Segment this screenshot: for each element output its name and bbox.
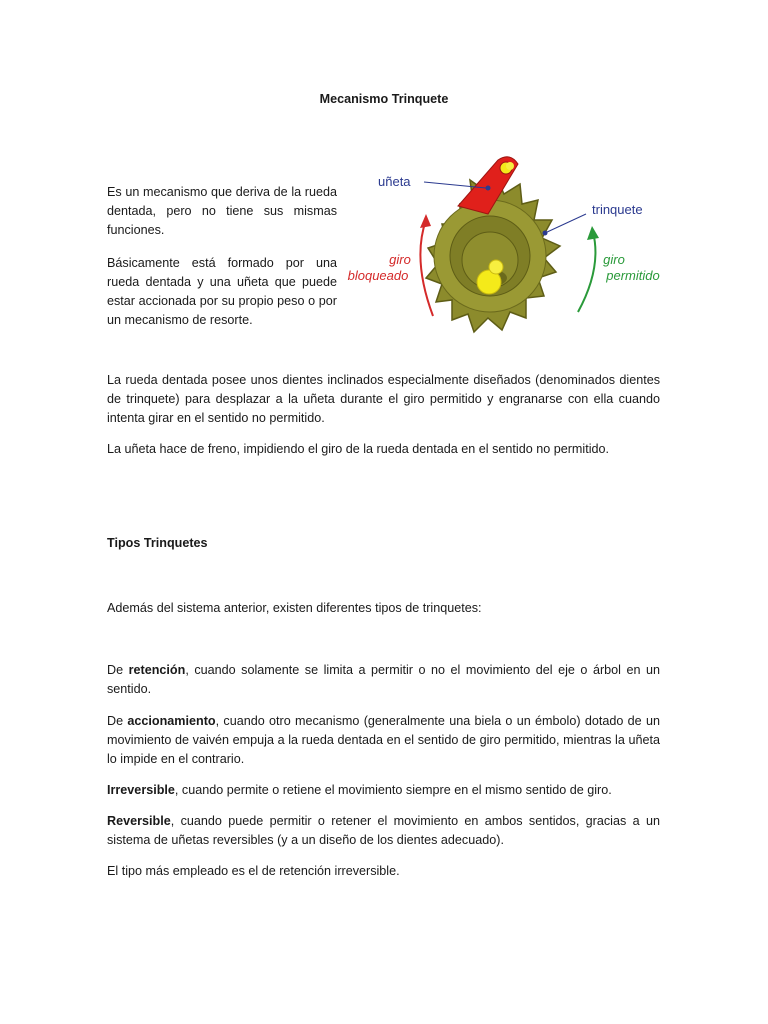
- pawl-pivot-inner: [506, 162, 514, 170]
- item-term: retención: [128, 663, 186, 677]
- label-giro-permitido-1: giro: [603, 252, 625, 267]
- giro-permitido-arrowhead: [587, 226, 599, 240]
- body-paragraph-1: La rueda dentada posee unos dientes inclinados especialmente diseñados (denominados dientes de trinquete) para desplazar a la uñeta durante el giro permitido y engranarse con ella cuando intenta girar en el sentido no permitido.: [107, 373, 660, 425]
- gear-axle-small: [489, 260, 503, 274]
- body-paragraph-2: La uñeta hace de freno, impidiendo el giro de la rueda dentada en el sentido no permitido.: [107, 442, 610, 456]
- ratchet-diagram: [338, 148, 668, 360]
- label-trinquete: trinquete: [592, 202, 643, 217]
- item-prefix: De: [107, 714, 128, 728]
- item-prefix: De: [107, 663, 129, 677]
- item-text: , cuando permite o retiene el movimiento siempre en el mismo sentido de giro.: [174, 783, 612, 797]
- item-text: , cuando puede permitir o retener el movimiento en ambos sentidos, gracias a un sistema de uñetas reversibles (y a un diseño de los dientes adecuado).: [107, 814, 660, 847]
- type-item-retencion: [107, 661, 660, 699]
- section-heading: Tipos Trinquetes: [107, 536, 208, 550]
- label-uneta: uñeta: [378, 174, 411, 189]
- type-item-accionamiento: [107, 712, 660, 769]
- item-term: accionamiento: [127, 714, 216, 728]
- intro-paragraph-2: Básicamente está formado por una rueda dentada y una uñeta que puede estar accionada por su propio peso o por un mecanismo de resorte.: [107, 256, 337, 327]
- giro-permitido-arrow: [578, 232, 595, 312]
- intro-paragraph-1: Es un mecanismo que deriva de la rueda dentada, pero no tiene sus mismas funciones.: [107, 185, 337, 237]
- section-intro: Además del sistema anterior, existen diferentes tipos de trinquetes:: [107, 601, 482, 615]
- label-giro-bloqueado-2: bloqueado: [347, 268, 409, 283]
- type-item-reversible: [107, 812, 660, 850]
- giro-bloqueado-arrowhead: [420, 214, 431, 228]
- closing-paragraph: El tipo más empleado es el de retención irreversible.: [107, 864, 400, 878]
- label-giro-bloqueado-1: giro: [389, 252, 411, 267]
- giro-bloqueado-arrow: [420, 220, 433, 316]
- type-item-irreversible: [107, 781, 660, 800]
- item-text: , cuando solamente se limita a permitir o no el movimiento del eje o árbol en un sentido.: [107, 663, 660, 696]
- item-term: Irreversible: [107, 783, 175, 797]
- pawl-point: [486, 186, 491, 191]
- label-giro-permitido-2: permitido: [606, 268, 660, 283]
- trinquete-leader-line: [545, 214, 586, 233]
- item-term: Reversible: [107, 814, 171, 828]
- page-title: Mecanismo Trinquete: [319, 92, 449, 106]
- item-text: , cuando otro mecanismo (generalmente una biela o un émbolo) dotado de un movimiento de vaivén empuja a la rueda dentada en el sentido de giro permitido, mientras la uñeta lo impide en el contrario.: [107, 714, 660, 766]
